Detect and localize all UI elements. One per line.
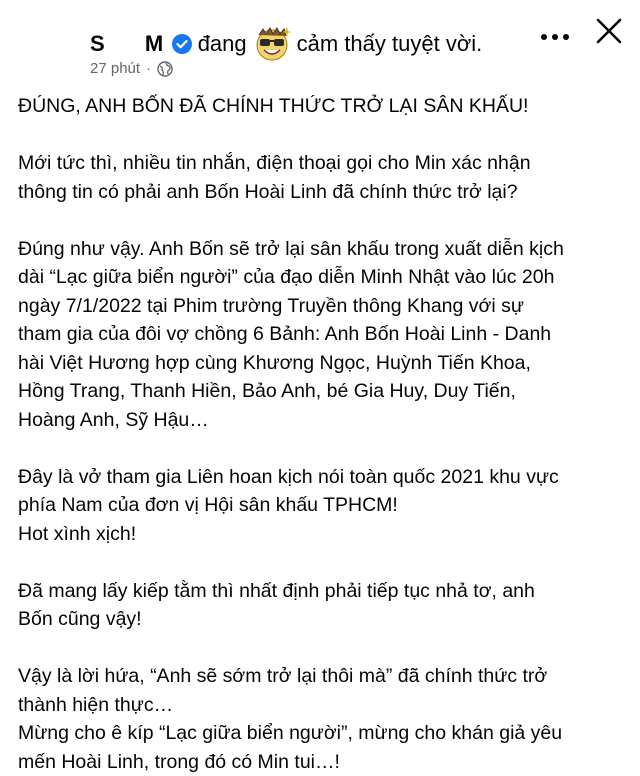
author-name[interactable]: S M bbox=[90, 31, 164, 56]
post-headline: ĐÚNG, ANH BỐN ĐÃ CHÍNH THỨC TRỞ LẠI SÂN KHẤU! bbox=[18, 95, 529, 117]
post-meta bbox=[90, 60, 173, 77]
cool-face-emoji-icon[interactable] bbox=[253, 26, 291, 62]
more-dots-icon[interactable] bbox=[540, 22, 570, 52]
post-paragraph: Vậy là lời hứa, “Anh sẽ sớm trở lại thôi mà” đã chính thức trở thành hiện thực… Mừng cho ê kíp “Lạc giữa biển người”, mừng cho khán giả yêu mến Hoài Linh, trong đó có Min tui…! bbox=[18, 665, 563, 773]
post-paragraph: Đúng như vậy. Anh Bốn sẽ trở lại sân khấu trong xuất diễn kịch dài “Lạc giữa biển người” của đạo diễn Minh Nhật vào lúc 20h ngày 7/1/2022 tại Phim trường Truyền thông Khang với sự tham gia của đôi vợ chồng 6 Bảnh: Anh Bốn Hoài Linh - Danh hài Việt Hương hợp cùng Khương Ngọc, Huỳnh Tiến Khoa, Hồng Trang, Thanh Hiền, Bảo Anh, bé Gia Huy, Duy Tiến, Hoàng Anh, Sỹ Hậu… bbox=[18, 237, 564, 431]
post-timestamp[interactable]: 27 phút bbox=[90, 60, 141, 77]
post-paragraph: Đây là vở tham gia Liên hoan kịch nói toàn quốc 2021 khu vực phía Nam của đơn vị Hội sân khấu TPHCM! Hot xình xịch! bbox=[18, 465, 559, 545]
feeling-text: cảm thấy tuyệt vời. bbox=[296, 31, 483, 56]
globe-icon[interactable] bbox=[157, 61, 173, 77]
author-line bbox=[90, 26, 482, 62]
post-paragraph: Đã mang lấy kiếp tằm thì nhất định phải tiếp tục nhả tơ, anh Bốn cũng vậy! bbox=[18, 579, 535, 630]
post-paragraph: Mới tức thì, nhiều tin nhắn, điện thoại gọi cho Min xác nhận thông tin có phải anh Bốn Hoài Linh đã chính thức trở lại? bbox=[18, 152, 531, 203]
meta-separator: · bbox=[146, 60, 152, 77]
verified-badge-icon bbox=[172, 34, 192, 54]
post-header bbox=[0, 0, 640, 90]
feeling-prefix: đang bbox=[197, 31, 247, 56]
close-icon[interactable] bbox=[592, 14, 626, 48]
post-body bbox=[18, 92, 630, 776]
